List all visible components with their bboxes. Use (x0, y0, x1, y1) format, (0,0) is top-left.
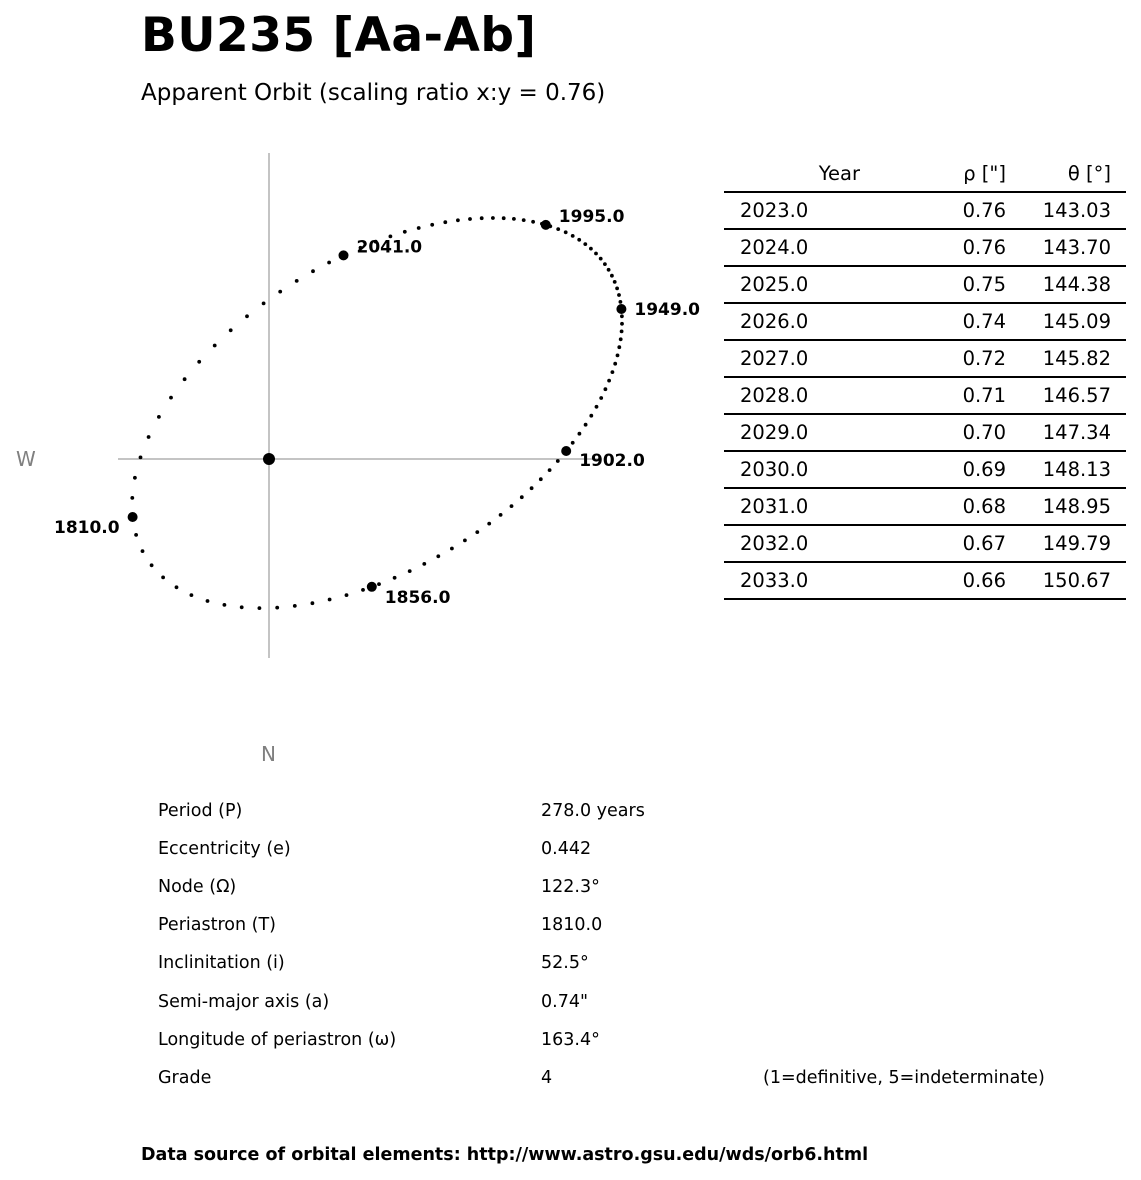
compass-north-label: N (261, 742, 276, 766)
cell-year: 2032.0 (724, 525, 860, 562)
ephemeris-row (724, 562, 1126, 599)
cell-year: 2026.0 (724, 303, 860, 340)
orbit-dot (157, 415, 161, 419)
epoch-label: 1810.0 (53, 518, 120, 538)
epoch-label: 1902.0 (579, 451, 645, 471)
orbit-dot (417, 226, 421, 230)
orbit-dot (620, 322, 624, 326)
orbit-dot (613, 362, 617, 366)
orbit-dot (150, 563, 154, 567)
ephemeris-header-row (724, 155, 1126, 192)
data-source-footer: Data source of orbital elements: http://www.astro.gsu.edu/wds/orb6.html (141, 1145, 869, 1165)
orbit-dot (502, 216, 506, 220)
orbit-dot (607, 268, 611, 272)
orbit-dot (617, 345, 621, 349)
cell-year: 2023.0 (724, 192, 860, 229)
orbit-plot (0, 140, 700, 780)
orbit-dot (617, 293, 621, 297)
orbit-dot (589, 247, 593, 251)
orbit-dot (463, 539, 467, 543)
orbit-dot (531, 220, 535, 224)
element-label: Eccentricity (e) (158, 839, 291, 860)
cell-theta: 143.70 (1006, 229, 1126, 266)
orbit-dot (480, 216, 484, 220)
orbit-dot (245, 314, 249, 318)
cell-year: 2024.0 (724, 229, 860, 266)
element-label: Grade (158, 1067, 212, 1088)
orbit-dot (345, 593, 349, 597)
cell-rho: 0.76 (860, 192, 1006, 229)
orbit-dot (522, 218, 526, 222)
cell-rho: 0.66 (860, 562, 1006, 599)
cell-rho: 0.70 (860, 414, 1006, 451)
epoch-marker (616, 304, 626, 314)
epoch-marker (541, 220, 551, 230)
element-label: Period (P) (158, 801, 243, 821)
cell-theta: 149.79 (1006, 525, 1126, 562)
orbit-dot (436, 554, 440, 558)
orbit-dot (183, 377, 187, 381)
cell-rho: 0.74 (860, 303, 1006, 340)
cell-theta: 144.38 (1006, 266, 1126, 303)
orbit-dot (240, 605, 244, 609)
page-subtitle: Apparent Orbit (scaling ratio x:y = 0.76) (141, 80, 606, 106)
orbit-dot (141, 549, 145, 553)
orbit-dot (169, 396, 173, 400)
orbit-dot (408, 569, 412, 573)
orbit-dot (607, 379, 611, 383)
orbit-dot (377, 582, 381, 586)
orbit-dot (620, 330, 624, 334)
element-value: 1810.0 (541, 915, 603, 936)
orbit-dot (564, 230, 568, 234)
orbit-dot (403, 230, 407, 234)
cell-rho: 0.71 (860, 377, 1006, 414)
cell-rho: 0.69 (860, 451, 1006, 488)
element-label: Longitude of periastron (ω) (158, 1029, 397, 1050)
orbit-dot (175, 585, 179, 589)
element-value: 278.0 years (541, 801, 645, 821)
orbit-dot (578, 432, 582, 436)
ephemeris-row (724, 451, 1126, 488)
orbit-dot (468, 217, 472, 221)
cell-year: 2030.0 (724, 451, 860, 488)
cell-rho: 0.68 (860, 488, 1006, 525)
orbit-dot (556, 459, 560, 463)
ephemeris-table (724, 155, 1126, 600)
epoch-marker (339, 250, 349, 260)
orbit-dot (595, 405, 599, 409)
orbit-dot (613, 280, 617, 284)
ephemeris-row (724, 488, 1126, 525)
orbit-dot (456, 218, 460, 222)
grade-note: (1=definitive, 5=indeterminate) (763, 1068, 1045, 1088)
orbit-dot (583, 242, 587, 246)
element-label: Inclinitation (i) (158, 953, 285, 974)
orbit-dot (571, 441, 575, 445)
orbit-dot (278, 290, 282, 294)
orbit-dot (615, 287, 619, 291)
cell-year: 2029.0 (724, 414, 860, 451)
orbit-dot (594, 252, 598, 256)
orbit-dot (311, 601, 315, 605)
orbit-dot (443, 220, 447, 224)
orbit-dot (589, 414, 593, 418)
orbit-dot (328, 598, 332, 602)
element-label: Semi-major axis (a) (158, 991, 330, 1012)
orbit-dot (130, 496, 134, 500)
axes (118, 153, 600, 658)
ephemeris-row (724, 377, 1126, 414)
orbit-dot (611, 370, 615, 374)
element-value: 52.5° (541, 953, 589, 974)
orbit-dot (487, 522, 491, 526)
orbit-dot (311, 269, 315, 273)
orbit-dot (577, 238, 581, 242)
orbit-dot (619, 337, 623, 341)
cell-theta: 143.03 (1006, 192, 1126, 229)
element-value: 122.3° (541, 877, 600, 898)
cell-theta: 150.67 (1006, 562, 1126, 599)
ephemeris-row (724, 414, 1126, 451)
orbit-dot (133, 476, 137, 480)
orbit-dot (197, 360, 201, 364)
orbit-dot (512, 217, 516, 221)
orbit-dot (327, 261, 331, 265)
orbit-dot (539, 477, 543, 481)
orbit-dot (530, 486, 534, 490)
cell-year: 2033.0 (724, 562, 860, 599)
element-value: 0.442 (541, 839, 592, 860)
cell-theta: 146.57 (1006, 377, 1126, 414)
cell-rho: 0.67 (860, 525, 1006, 562)
epoch-markers (54, 207, 700, 608)
element-label: Node (Ω) (158, 877, 237, 898)
cell-theta: 145.09 (1006, 303, 1126, 340)
ephemeris-row (724, 266, 1126, 303)
orbit-dot (430, 223, 434, 227)
cell-rho: 0.75 (860, 266, 1006, 303)
orbit-dot (548, 468, 552, 472)
ephemeris-row (724, 192, 1126, 229)
element-value: 4 (541, 1067, 553, 1088)
epoch-label: 2041.0 (356, 237, 423, 258)
orbit-dot (475, 530, 479, 534)
orbit-dot (223, 603, 227, 607)
orbit-dot (616, 354, 620, 358)
orbit-dot (422, 562, 426, 566)
page-title: BU235 [Aa-Ab] (141, 8, 537, 63)
orbit-dot (190, 593, 194, 597)
orbit-dot (599, 257, 603, 261)
orbit-dot (258, 606, 262, 610)
primary-star-marker (263, 453, 275, 465)
orbit-dot (620, 314, 624, 318)
orbit-dot (295, 279, 299, 283)
epoch-marker (561, 446, 571, 456)
epoch-label: 1995.0 (558, 206, 625, 227)
epoch-marker (128, 512, 138, 522)
element-label: Periastron (T) (158, 915, 276, 936)
orbit-dot (206, 599, 210, 603)
ephemeris-row (724, 229, 1126, 266)
orbit-dot (610, 274, 614, 278)
orbit-dot (510, 504, 514, 508)
orbit-dot (134, 533, 138, 537)
cell-year: 2027.0 (724, 340, 860, 377)
orbit-dot (603, 262, 607, 266)
element-value: 163.4° (541, 1029, 600, 1050)
epoch-marker (367, 582, 377, 592)
epoch-label: 1949.0 (634, 300, 700, 320)
cell-year: 2025.0 (724, 266, 860, 303)
orbit-dot (161, 576, 165, 580)
orbit-dot (229, 328, 233, 332)
orbit-path (130, 216, 623, 610)
orbit-dot (213, 344, 217, 348)
orbit-dot (491, 216, 495, 220)
element-value: 0.74" (541, 991, 589, 1012)
orbit-dot (599, 396, 603, 400)
ephemeris-row (724, 525, 1126, 562)
orbit-dot (393, 576, 397, 580)
cell-rho: 0.72 (860, 340, 1006, 377)
orbit-dot (556, 227, 560, 231)
orbit-dot (139, 456, 143, 460)
orbit-dot (499, 513, 503, 517)
orbit-dot (275, 606, 279, 610)
orbit-dot (361, 588, 365, 592)
column-header-theta: θ [°] (1006, 155, 1126, 192)
orbit-dot (262, 302, 266, 306)
cell-year: 2031.0 (724, 488, 860, 525)
cell-theta: 148.95 (1006, 488, 1126, 525)
orbit-dot (604, 387, 608, 391)
orbit-dot (450, 547, 454, 551)
orbit-dot (619, 300, 623, 304)
column-header-year: Year (724, 155, 860, 192)
epoch-label: 1856.0 (384, 587, 451, 608)
orbit-dot (293, 604, 297, 608)
ephemeris-row (724, 340, 1126, 377)
orbit-dot (584, 423, 588, 427)
cell-theta: 147.34 (1006, 414, 1126, 451)
cell-rho: 0.76 (860, 229, 1006, 266)
cell-theta: 145.82 (1006, 340, 1126, 377)
compass-west-label: W (16, 447, 36, 471)
cell-year: 2028.0 (724, 377, 860, 414)
ephemeris-row (724, 303, 1126, 340)
column-header-rho: ρ ["] (860, 155, 1006, 192)
orbit-dot (520, 495, 524, 499)
orbit-dot (571, 234, 575, 238)
orbit-dot (147, 435, 151, 439)
cell-theta: 148.13 (1006, 451, 1126, 488)
